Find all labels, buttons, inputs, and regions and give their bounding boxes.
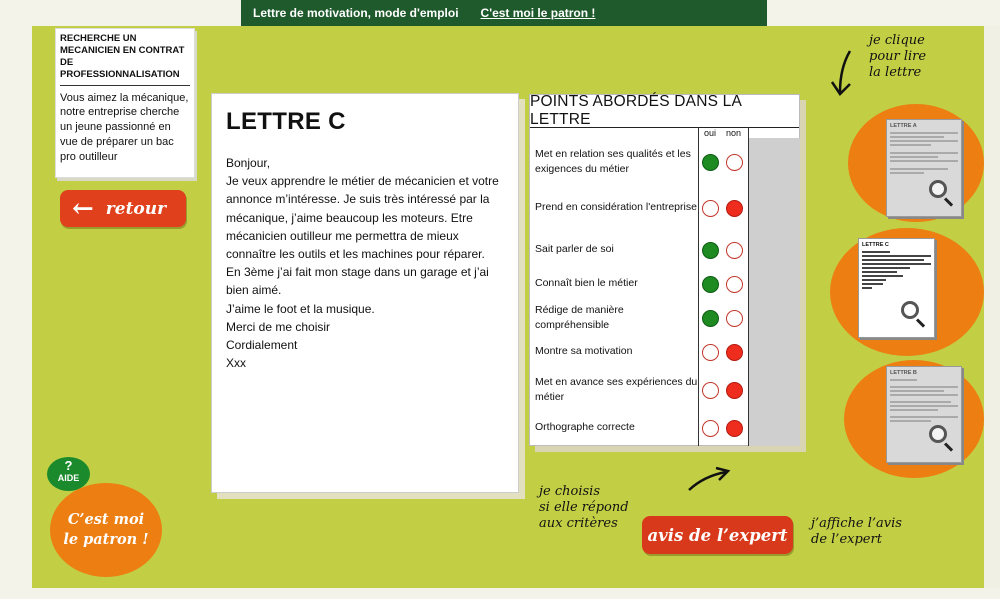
criteria-label: Rédige de manière compréhensible xyxy=(535,303,624,331)
radio-oui[interactable] xyxy=(702,242,719,259)
radio-non[interactable] xyxy=(726,276,743,293)
letter-line: Cordialement xyxy=(226,338,298,353)
retour-button[interactable] xyxy=(60,190,186,227)
hint-line: aux critères xyxy=(539,516,618,531)
criteria-row xyxy=(530,332,749,372)
hint-line: je clique xyxy=(869,33,925,48)
criteria-label: Met en avance ses expériences du métier xyxy=(535,375,698,403)
criteria-label: Connaît bien le métier xyxy=(535,277,638,290)
criteria-row xyxy=(530,408,749,448)
letter-line: Merci de me choisir xyxy=(226,319,331,334)
letter-line: Bonjour, xyxy=(226,156,271,170)
radio-oui[interactable] xyxy=(702,200,719,217)
radio-oui[interactable] xyxy=(702,154,719,171)
job-description: Vous aimez la mécanique, notre entreprise cherche un jeune passionné en vue de préparer un bac pro outilleur xyxy=(60,91,189,163)
hint-line: la lettre xyxy=(869,65,922,80)
criteria-panel xyxy=(529,94,800,446)
col-oui: oui xyxy=(704,128,717,138)
top-nav xyxy=(241,0,767,26)
radio-non[interactable] xyxy=(726,382,743,399)
radio-oui[interactable] xyxy=(702,382,719,399)
radio-oui[interactable] xyxy=(702,344,719,361)
job-title: RECHERCHE UN MECANICIEN EN CONTRAT DE PROFESSIONNALISATION xyxy=(60,33,190,86)
arrow-left-icon: ← xyxy=(72,193,94,224)
right-strip xyxy=(984,26,1000,588)
radio-oui[interactable] xyxy=(702,310,719,327)
radio-non[interactable] xyxy=(726,344,743,361)
criteria-label: Sait parler de soi xyxy=(535,243,614,256)
criteria-gray-column xyxy=(749,138,800,446)
letter-line: Xxx xyxy=(226,356,247,371)
criteria-label: Orthographe correcte xyxy=(535,421,635,434)
hint-choose xyxy=(539,484,629,532)
thumbnail-lettre-a[interactable] xyxy=(886,119,962,217)
criteria-title: POINTS ABORDÉS DANS LA LETTRE xyxy=(530,93,742,128)
magnifier-icon xyxy=(901,301,919,319)
patron-line: C’est moi xyxy=(67,511,145,528)
radio-non[interactable] xyxy=(726,242,743,259)
patron-line: le patron ! xyxy=(63,531,149,548)
hint-arrow-down-icon xyxy=(828,48,860,100)
criteria-label: Met en relation ses qualités et les exigences du métier xyxy=(535,147,691,175)
aide-label: AIDE xyxy=(57,473,80,483)
letter-line: En 3ème j’ai fait mon stage dans un garage et j’ai bien aimé. xyxy=(226,265,489,298)
nav-patron-link[interactable]: C'est moi le patron ! xyxy=(480,6,596,20)
job-ad-card xyxy=(55,28,195,178)
thumbnail-title: LETTRE B xyxy=(890,370,917,376)
hint-line: pour lire xyxy=(869,49,927,64)
help-icon: ? xyxy=(64,458,73,473)
thumbnail-title: LETTRE C xyxy=(862,242,889,248)
hint-expert xyxy=(811,516,902,548)
radio-oui[interactable] xyxy=(702,276,719,293)
nav-title: Lettre de motivation, mode d'emploi xyxy=(253,6,459,20)
letter-panel xyxy=(211,93,519,493)
thumbnail-lettre-b[interactable] xyxy=(886,366,962,463)
letter-line: J’aime le foot et la musique. xyxy=(226,301,375,316)
letter-title: LETTRE C xyxy=(226,108,346,135)
hint-read xyxy=(869,33,926,81)
criteria-row xyxy=(530,370,749,410)
criteria-column-header xyxy=(530,127,799,138)
criteria-label: Montre sa motivation xyxy=(535,345,633,358)
hint-arrow-up-right-icon xyxy=(686,466,734,494)
hint-line: je choisis xyxy=(539,484,600,499)
radio-non[interactable] xyxy=(726,200,743,217)
thumbnail-lettre-c[interactable] xyxy=(858,238,935,338)
criteria-label: Prend en considération l'entreprise xyxy=(535,201,697,214)
radio-oui[interactable] xyxy=(702,420,719,437)
magnifier-icon xyxy=(929,180,947,198)
thumbnail-title: LETTRE A xyxy=(890,123,917,129)
radio-non[interactable] xyxy=(726,420,743,437)
criteria-row xyxy=(530,142,749,182)
magnifier-icon xyxy=(929,425,947,443)
col-non: non xyxy=(726,128,742,138)
criteria-row xyxy=(530,188,749,228)
retour-label: retour xyxy=(105,198,167,219)
radio-non[interactable] xyxy=(726,310,743,327)
hint-line: si elle répond xyxy=(539,500,629,515)
radio-non[interactable] xyxy=(726,154,743,171)
hint-line: j’affiche l’avis xyxy=(811,516,902,531)
letter-line: Je veux apprendre le métier de mécanicien et votre annonce m’intéresse. Je suis très intéressé par la mécanique, j’aime beaucoup les moteurs. Etre mécanicien outilleur me permettra de mieux connaître les outils et les machines pour réparer. xyxy=(226,174,499,262)
hint-line: de l’expert xyxy=(811,532,882,547)
patron-button[interactable] xyxy=(50,483,162,577)
expert-button[interactable]: avis de l’expert xyxy=(642,516,793,554)
